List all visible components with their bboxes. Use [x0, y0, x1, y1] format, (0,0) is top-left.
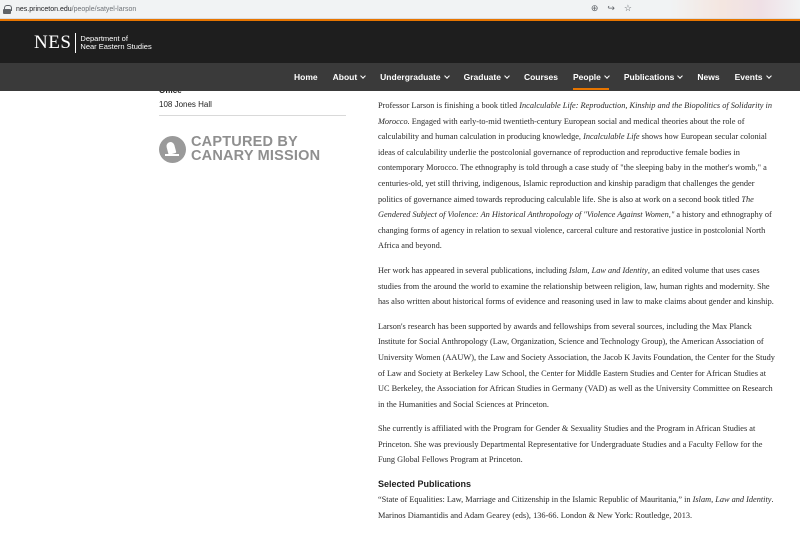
nav-news[interactable]: News	[697, 72, 720, 82]
share-icon[interactable]: ↪	[607, 3, 615, 13]
site-logo[interactable]	[34, 33, 152, 53]
chevron-down-icon	[678, 73, 684, 79]
logo-department-name: Department of Near Eastern Studies	[80, 33, 152, 51]
chevron-down-icon	[444, 73, 450, 79]
nav-home[interactable]: Home	[294, 72, 318, 82]
nav-publications[interactable]: Publications	[624, 63, 683, 91]
browser-url-bar[interactable]	[0, 0, 800, 19]
badge-text: CAPTURED BY CANARY MISSION	[191, 134, 321, 164]
bio-paragraph: Professor Larson is finishing a book titled Incalculable Life: Reproduction, Kinship and the Biopolitics of Solidarity in Morocco. Engaged with early-to-mid twentieth-century European social and medical theories about the role of calculability and human calculation in producing knowledge, Incalculable Life shows how European secular colonial ideas of calculability underlie the postcolonial governance of reproduction and reproductive female bodies in contemporary Morocco. The ethnography is told through a case study of "the sleeping baby in the mother's womb," a centuries-old, yet still thriving, indigenous, Islamic reproduction and kinship paradigm that challenges the gender politics of governance aimed towards reproducing calculable life. She is also at work on a second book titled The Gendered Subject of Violence: An Historical Anthropology of "Violence Against Women," a history and ethnography of changing forms of agency in relation to sexual violence, carceral culture and restorative justice in postcolonial North Africa and beyond.	[378, 101, 772, 251]
publication-item: “State of Equalities: Law, Marriage and Citizenship in the Islamic Republic of Mauritania,” in Islam, Law and Identity. Marinos Diamantidis and Adam Gearey (eds), 136-66. London & New York: Routledge, 2013.	[378, 495, 774, 520]
canary-bird-icon	[159, 136, 186, 163]
office-value: 108 Jones Hall	[159, 100, 212, 109]
main-nav	[0, 63, 800, 91]
chevron-down-icon	[766, 73, 772, 79]
nav-graduate[interactable]: Graduate	[464, 63, 509, 91]
chevron-down-icon	[604, 73, 610, 79]
chevron-down-icon	[504, 73, 510, 79]
bio-paragraph: Her work has appeared in several publications, including Islam, Law and Identity, an edited volume that uses cases studies from the around the world to examine the relationship between religion, law, human rights and modernity. She has also written about historical forms of evidence and reasoning used in law to make claims about gender and kinship.	[378, 265, 774, 307]
sidebar-divider	[159, 115, 346, 116]
nav-undergraduate[interactable]: Undergraduate	[380, 63, 448, 91]
canary-mission-badge	[159, 135, 320, 163]
selected-publications-heading: Selected Publications	[378, 479, 472, 490]
url-text[interactable]: nes.princeton.edu/people/satyel-larson	[16, 5, 137, 13]
nav-about[interactable]: About	[333, 63, 366, 91]
zoom-icon[interactable]: ⊕	[590, 3, 599, 13]
chevron-down-icon	[360, 73, 366, 79]
site-header	[0, 19, 800, 63]
nav-courses[interactable]: Courses	[523, 72, 558, 82]
nav-people[interactable]: People	[573, 63, 609, 91]
bio-paragraph: Larson's research has been supported by awards and fellowships from several sources, including the Max Planck Institute for Social Anthropology (Law, Organization, Science and Technology Group), the American Association of University Women (AAUW), the Law and Society Association, the Jacob K Javits Foundation, the Center for the Study of Law and Society at Berkeley Law School, the Center for Middle Eastern Studies and Center for African Studies at UC Berkeley, the Association for African Studies in Germany (VAD) as well as the University Committee on Research in the Humanities and Social Sciences at Princeton.	[378, 321, 775, 409]
bookmark-star-icon[interactable]: ☆	[623, 3, 632, 13]
bio-content	[378, 98, 778, 532]
nav-events[interactable]: Events	[735, 63, 771, 91]
lock-icon[interactable]	[3, 5, 11, 14]
browser-extensions-area	[670, 0, 800, 18]
logo-abbreviation: NES	[34, 33, 76, 53]
bio-paragraph: She currently is affiliated with the Program for Gender & Sexuality Studies and the Program in African Studies at Princeton. She was previously Departmental Representative for Undergraduate Studies and a Faculty Fellow for the Fung Global Fellows Program at Princeton.	[378, 424, 763, 465]
